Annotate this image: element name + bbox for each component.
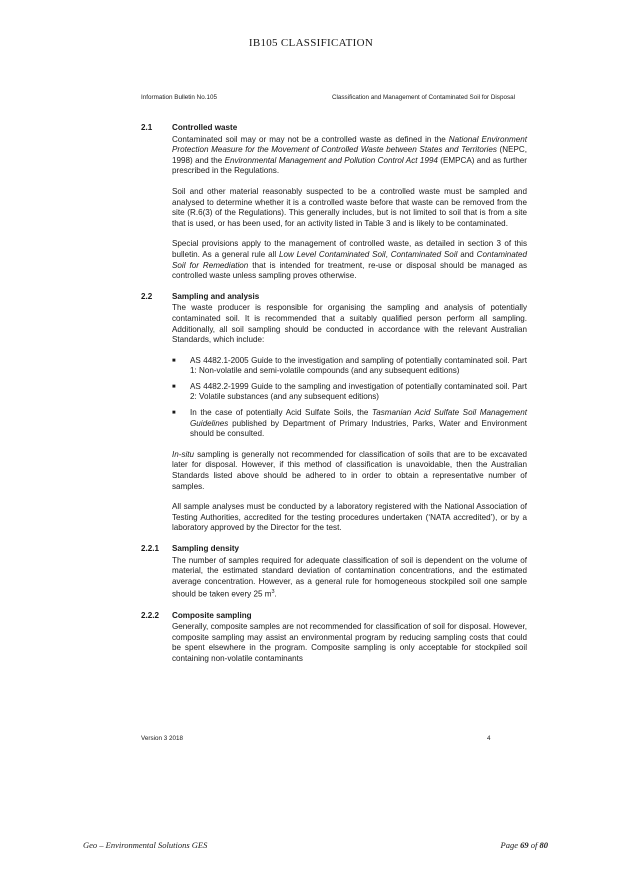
list-item: ■ In the case of potentially Acid Sulfate Soils, the Tasmanian Acid Sulfate Soil Management Guidelines published by Department of Primary Industries, Parks, Water and Environment should be consulted. (172, 408, 527, 439)
page-number: 4 (487, 735, 491, 742)
section-heading (141, 292, 527, 303)
bulletin-number: Information Bulletin No.105 (141, 94, 217, 101)
subsection-heading (141, 544, 527, 555)
bulletin-title: Classification and Management of Contaminated Soil for Disposal (331, 94, 515, 101)
paragraph: The waste producer is responsible for organising the sampling and analysis of potentially contaminated soil. It is recommended that a suitably qualified person perform all sampling. Additionally, all soil sampling should be conducted in accordance with the relevant Australian Standards, which include: (172, 303, 527, 345)
section-body (172, 303, 527, 534)
version-label: Version 3 2018 (141, 735, 184, 742)
company-name: Geo – Environmental Solutions GES (83, 840, 208, 850)
section-title: Composite sampling (172, 610, 252, 620)
section-body (172, 556, 527, 601)
bullet-icon: ■ (172, 357, 176, 364)
section-heading (141, 123, 527, 134)
paragraph: In-situ sampling is generally not recommended for classification of soils that are to be excavated later for disposal. However, if this method of classification is unavoidable, then the Australian Standards listed above should be adhered to in order to obtain a representative number of samples. (172, 449, 527, 491)
paragraph: Generally, composite samples are not recommended for classification of soil for disposal. However, composite sampling may assist an environmental program by reducing sampling costs that could be spent elsewhere in the program. Composite sampling is only acceptable for stockpiled soil containing non-volatile contaminants (172, 622, 527, 664)
paragraph: Contaminated soil may or may not be a controlled waste as defined in the National Environment Protection Measure for the Movement of Controlled Waste between States and Territories (NEPC, 1998) and the Environmental Management and Pollution Control Act 1994 (EMPCA) and as further prescribed in the Regulations. (172, 134, 527, 176)
section-title: Sampling density (172, 544, 240, 553)
section-number: 2.1 (141, 123, 153, 132)
section-number: 2.2 (141, 291, 153, 301)
document-footer (83, 840, 548, 850)
section-title: Sampling and analysis (172, 291, 260, 301)
list-item: ■ AS 4482.2-1999 Guide to the sampling and investigation of potentially contaminated soil. Part 2: Volatile substances (and any subsequent editions) (172, 381, 527, 402)
bullet-icon: ■ (172, 383, 176, 390)
list-item: ■ AS 4482.1-2005 Guide to the investigation and sampling of potentially contaminated soil. Part 1: Non-volatile and semi-volatile compounds (and any subsequent editions) (172, 355, 527, 376)
page-counter: Page 69 of 80 (500, 840, 548, 850)
section-body (172, 622, 527, 664)
section-body (172, 135, 527, 282)
paragraph: All sample analyses must be conducted by a laboratory registered with the National Association of Testing Authorities, accredited for the testing procedures undertaken (‘NATA accredited’), or by a laboratory approved by the Director for the test. (172, 502, 527, 533)
paragraph: The number of samples required for adequate classification of soil is dependent on the volume of material, the estimated standard deviation of contamination concentrations, and the estimated average concentration. However, as a general rule for homogeneous stockpiled soil one sample should be taken every 25 $m^3$. (172, 555, 527, 600)
bullet-icon: ■ (172, 410, 176, 417)
section-number: 2.2.2 (141, 610, 160, 620)
paragraph: Special provisions apply to the management of controlled waste, as detailed in section 3 of this bulletin. As a general rule all Low Level Contaminated Soil, Contaminated Soil and Contaminated Soil for Remediation that is intended for treatment, re-use or disposal should be managed as controlled waste unless sampling proves otherwise. (172, 239, 528, 281)
document-title: IB105 CLASSIFICATION (248, 37, 374, 49)
standards-list (172, 356, 527, 440)
section-number: 2.2.1 (141, 544, 160, 553)
page-content (141, 123, 527, 675)
subsection-heading (141, 611, 527, 622)
running-header (141, 94, 515, 101)
paragraph: Soil and other material reasonably suspected to be a controlled waste must be sampled and analysed to determine whether it is a controlled waste before that waste can be removed from the site (R.6(3) of the Regulations). This generally includes, but is not limited to soil that is from a site that is used, or has been used, for an activity listed in Table 3 and is likely to be contaminated. (172, 186, 527, 228)
section-title: Controlled waste (172, 123, 238, 132)
